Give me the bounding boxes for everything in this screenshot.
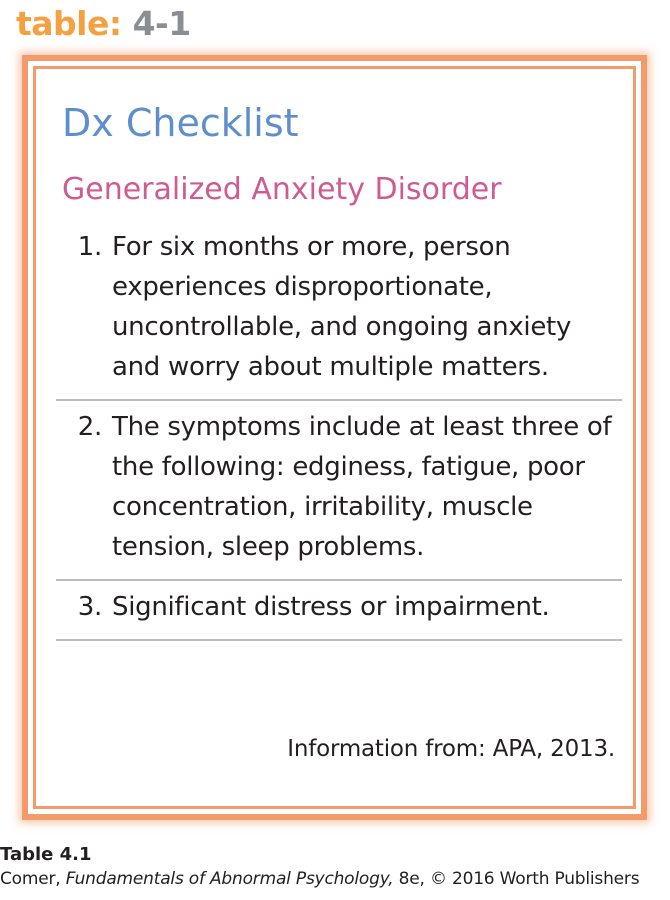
criteria-text: Significant distress or impairment. (112, 592, 550, 622)
criteria-item (56, 221, 622, 401)
criteria-text: For six months or more, person experiences disproportionate, uncontrollable, and ongoing anxiety and worry about multiple matters. (112, 232, 572, 382)
source-note: Information from: APA, 2013. (287, 736, 615, 762)
checklist-title: Dx Checklist (62, 101, 299, 145)
criteria-number: 3. (77, 592, 102, 622)
criteria-item (56, 401, 622, 581)
criteria-text: The symptoms include at least three of the following: edginess, fatigue, poor concentration, irritability, muscle tension, sleep problems. (112, 412, 612, 562)
caption-credit (0, 867, 639, 891)
table-label (16, 4, 191, 44)
checklist-box (22, 55, 647, 820)
caption-edition-credit: 8e, © 2016 Worth Publishers (398, 869, 640, 889)
caption-book-title: Fundamentals of Abnormal Psychology, (65, 869, 394, 889)
criteria-list (56, 221, 622, 641)
table-label-number: 4-1 (132, 4, 191, 43)
checklist-box-inner-border (33, 66, 636, 809)
caption-author: Comer, (0, 869, 61, 889)
criteria-item (56, 581, 622, 641)
criteria-number: 2. (77, 412, 102, 442)
caption-title: Table 4.1 (0, 844, 92, 865)
table-label-word: table: (16, 4, 122, 43)
criteria-number: 1. (77, 232, 102, 262)
checklist-subtitle: Generalized Anxiety Disorder (62, 172, 502, 207)
